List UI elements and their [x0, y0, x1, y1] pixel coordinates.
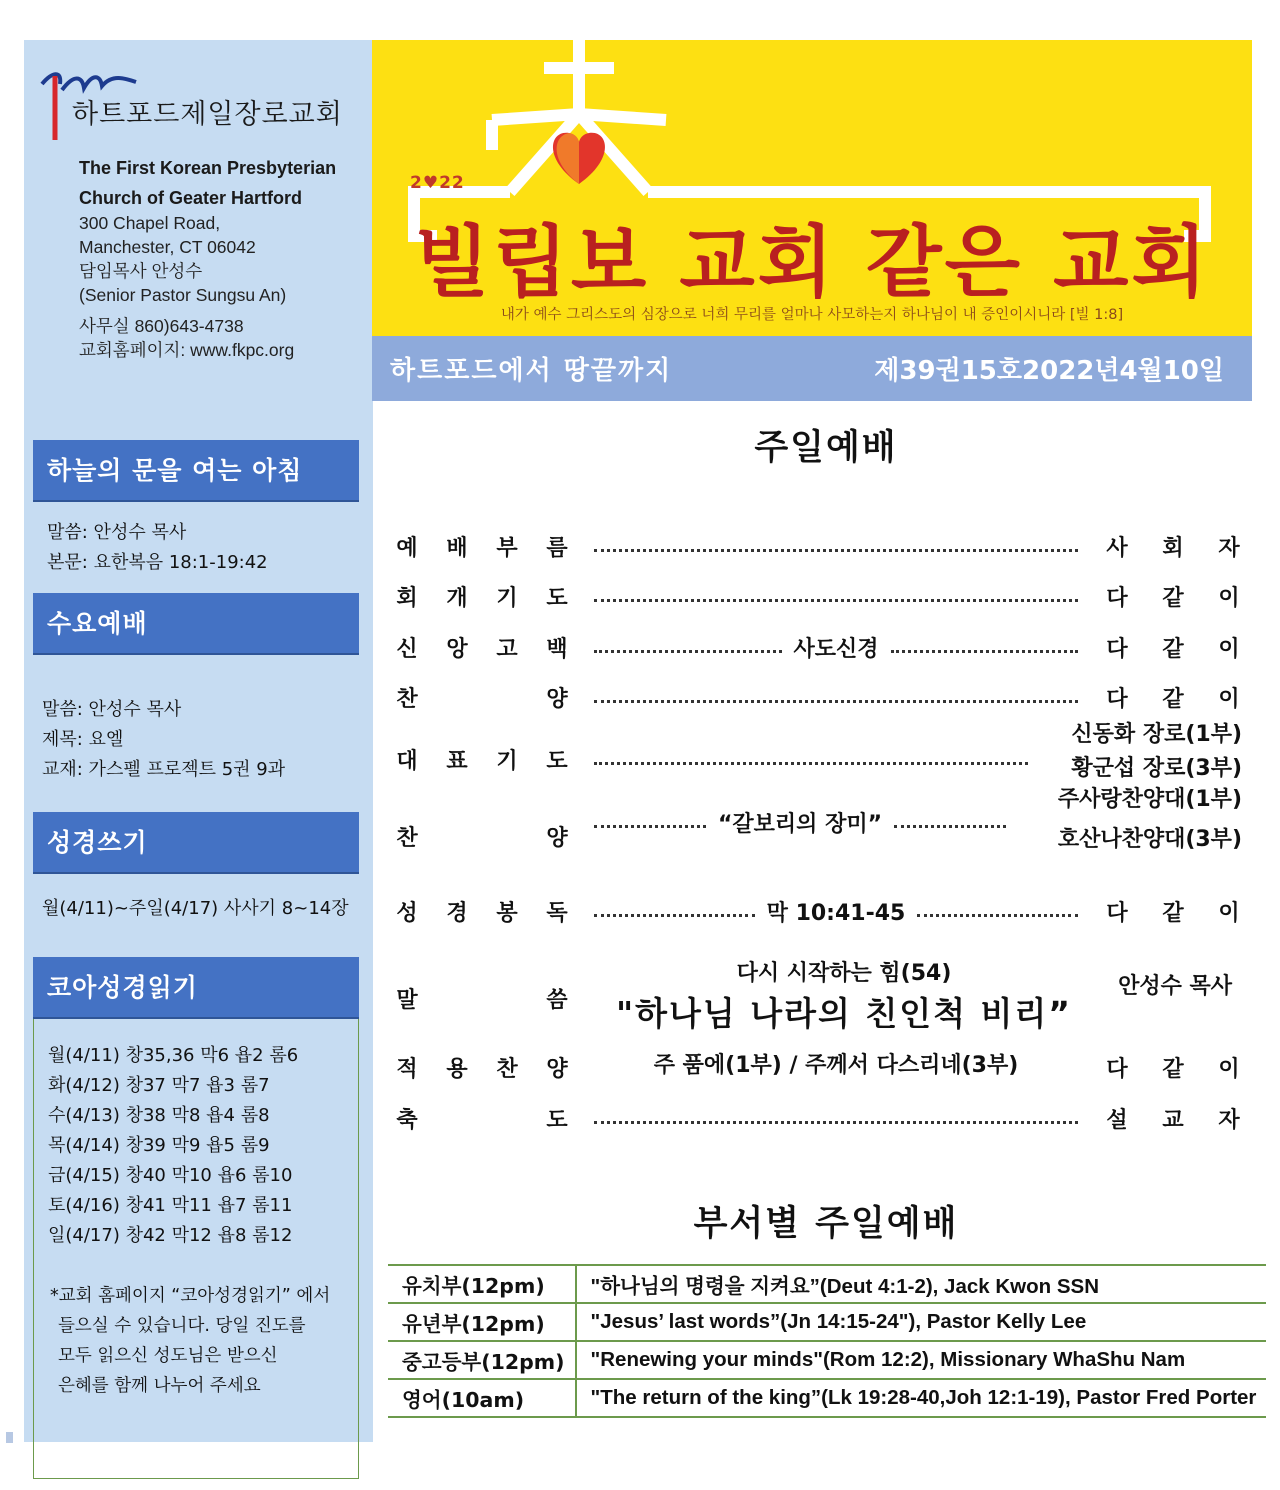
- dotted-leader: [594, 1103, 1078, 1133]
- heart-icon: [553, 133, 605, 184]
- table-row: [388, 1265, 1266, 1303]
- worship-item-label: 예 배 부 름: [396, 536, 568, 561]
- worship-item-label: 축 도: [396, 1108, 568, 1133]
- worship-item-label: 찬 양: [396, 687, 568, 712]
- header-banner: [372, 40, 1252, 336]
- worship-item-leader: 다 같 이: [1106, 586, 1240, 611]
- wednesday-subject: 제목: 요엘: [42, 729, 124, 750]
- worship-item-detail: 주 품에(1부) / 주께서 다스리네(3부): [653, 1053, 1019, 1078]
- worship-item: [396, 632, 1242, 662]
- department-name: 중고등부(12pm): [388, 1341, 576, 1379]
- wednesday-textbook: 교재: 가스펠 프로젝트 5권 9과: [42, 759, 286, 780]
- dotted-leader: [594, 581, 1078, 611]
- dotted-leader: [594, 682, 1078, 712]
- reading-list: [34, 1019, 358, 1251]
- small-heart-icon: ♥: [422, 173, 440, 193]
- dotted-leader: [594, 632, 1078, 662]
- bible-writing-schedule: 월(4/11)~주일(4/17) 사사기 8~14장: [42, 898, 349, 919]
- core-bible-reading-title: 코아성경읽기: [33, 957, 359, 1019]
- wednesday-service-title: 수요예배: [33, 593, 359, 655]
- church-name-english: [79, 153, 336, 213]
- sermon-title: "하나님 나라의 친인척 비리”: [615, 994, 1072, 1033]
- worship-item-leader: 사 회 자: [1106, 536, 1240, 561]
- morning-speaker: 말씀: 안성수 목사: [47, 522, 187, 543]
- worship-item-label: 찬 양: [396, 826, 568, 851]
- issue-date: 제39권15호2022년4월10일: [874, 356, 1224, 386]
- reading-item: 토(4/16) 창41 막11 욥7 롬11: [48, 1195, 293, 1216]
- morning-devotion-title: 하늘의 문을 여는 아침: [33, 440, 359, 502]
- sidebar: [24, 40, 373, 1442]
- reading-item: 일(4/17) 창42 막12 욥8 롬12: [48, 1225, 293, 1246]
- worship-item-leader: 다 같 이: [1106, 901, 1240, 926]
- banner-year: 2♥22: [410, 173, 465, 193]
- church-name-english-line2: Church of Geater Hartford: [79, 188, 303, 208]
- worship-item-leader: 다 같 이: [1106, 637, 1240, 662]
- department-services-table: [388, 1264, 1266, 1418]
- core-bible-reading-box: [33, 957, 359, 1479]
- worship-item: [396, 1052, 1242, 1082]
- banner-verse: 내가 예수 그리스도의 심장으로 너희 무리를 얼마나 사모하는지 하나님이 내 증인이시니라 [빌 1:8]: [500, 307, 1124, 323]
- banner-subtitle-bar: [372, 336, 1252, 401]
- department-info: "하나님의 명령을 지켜요”(Deut 4:1-2), Jack Kwon SSN: [576, 1265, 1267, 1303]
- worship-item: [396, 581, 1242, 611]
- worship-item-leader: 다 같 이: [1106, 687, 1240, 712]
- reading-item: 화(4/12) 창37 막7 욥3 롬7: [48, 1075, 270, 1096]
- worship-item-detail: 사도신경: [793, 636, 879, 662]
- morning-devotion-box: [33, 440, 359, 591]
- church-name-english-line1: The First Korean Presbyterian: [79, 158, 337, 178]
- worship-item-leader: 설 교 자: [1106, 1108, 1240, 1133]
- worship-item: [396, 531, 1242, 561]
- reading-note: *교회 홈페이지 “코아성경읽기” 에서 들으실 수 있습니다. 당일 진도를 모두 읽으신 성도님은 받으신 은혜를 함께 나누어 주세요: [50, 1286, 331, 1396]
- worship-item: [396, 896, 1242, 926]
- church-website: 교회홈페이지: www.fkpc.org: [79, 340, 295, 360]
- reading-item: 월(4/11) 창35,36 막6 욥2 롬6: [48, 1045, 299, 1066]
- address-line2: Manchester, CT 06042: [79, 237, 256, 257]
- department-name: 영어(10am): [388, 1379, 576, 1417]
- bible-writing-box: [33, 812, 359, 956]
- senior-pastor-korean: 담임목사 안성수: [79, 261, 203, 281]
- worship-item-detail: 막 10:41-45: [766, 900, 906, 926]
- senior-pastor-english: (Senior Pastor Sungsu An): [79, 285, 287, 305]
- page-marker: [6, 1432, 13, 1443]
- reading-item: 금(4/15) 창40 막10 욥6 롬10: [48, 1165, 293, 1186]
- worship-item-detail: “갈보리의 장미”: [717, 811, 883, 837]
- department-info: "The return of the king”(Lk 19:28-40,Joh 12:1-19), Pastor Fred Porter: [576, 1379, 1267, 1417]
- banner-title: 빌립보 교회 같은 교회: [414, 218, 1210, 308]
- church-contact-info: [79, 211, 294, 362]
- wednesday-speaker: 말씀: 안성수 목사: [42, 699, 182, 720]
- table-row: [388, 1341, 1266, 1379]
- worship-item-label: 회 개 기 도: [396, 586, 568, 611]
- worship-item-label: 적 용 찬 양: [396, 1057, 568, 1082]
- reading-item: 목(4/14) 창39 막9 욥5 롬9: [48, 1135, 270, 1156]
- dotted-leader: [594, 896, 1078, 926]
- department-services-title: 부서별 주일예배: [693, 1204, 959, 1244]
- bible-writing-title: 성경쓰기: [33, 812, 359, 874]
- sermon-series: 다시 시작하는 힘(54): [736, 961, 952, 986]
- dotted-leader: [594, 531, 1078, 561]
- department-info: "Jesus’ last words”(Jn 14:15-24"), Pastor Kelly Lee: [576, 1303, 1267, 1341]
- worship-item: [396, 1103, 1242, 1133]
- worship-item-leader: 다 같 이: [1106, 1057, 1240, 1082]
- worship-item-label: 대 표 기 도: [396, 749, 568, 774]
- department-name: 유치부(12pm): [388, 1265, 576, 1303]
- worship-item: [396, 787, 1242, 874]
- worship-item-leader: 안성수 목사: [1118, 974, 1232, 999]
- church-name-korean: 하트포드제일장로교회: [72, 99, 343, 130]
- reading-item: 수(4/13) 창38 막8 욥4 롬8: [48, 1105, 270, 1126]
- worship-item-label: 성 경 봉 독: [396, 901, 568, 926]
- worship-item-leader: 주사랑찬양대(1부) 호산나찬양대(3부): [1057, 787, 1242, 852]
- table-row: [388, 1303, 1266, 1341]
- department-name: 유년부(12pm): [388, 1303, 576, 1341]
- dotted-leader: [594, 744, 1028, 774]
- worship-item-label: 신 앙 고 백: [396, 637, 568, 662]
- worship-item: [396, 958, 1242, 1038]
- wednesday-service-box: [33, 593, 359, 811]
- office-phone: 사무실 860)643-4738: [79, 316, 244, 336]
- worship-title: 주일예배: [754, 428, 898, 468]
- morning-passage: 본문: 요한복음 18:1-19:42: [47, 552, 268, 573]
- worship-item: [396, 682, 1242, 712]
- table-row: [388, 1379, 1266, 1417]
- worship-item-label: 말 씀: [396, 988, 568, 1013]
- address-line1: 300 Chapel Road,: [79, 213, 221, 233]
- banner-motto: 하트포드에서 땅끝까지: [390, 356, 673, 386]
- dotted-leader: [594, 807, 1006, 837]
- worship-item-leader: 신동화 장로(1부) 황군섭 장로(3부): [1071, 722, 1242, 781]
- department-info: "Renewing your minds"(Rom 12:2), Missionary WhaShu Nam: [576, 1341, 1267, 1379]
